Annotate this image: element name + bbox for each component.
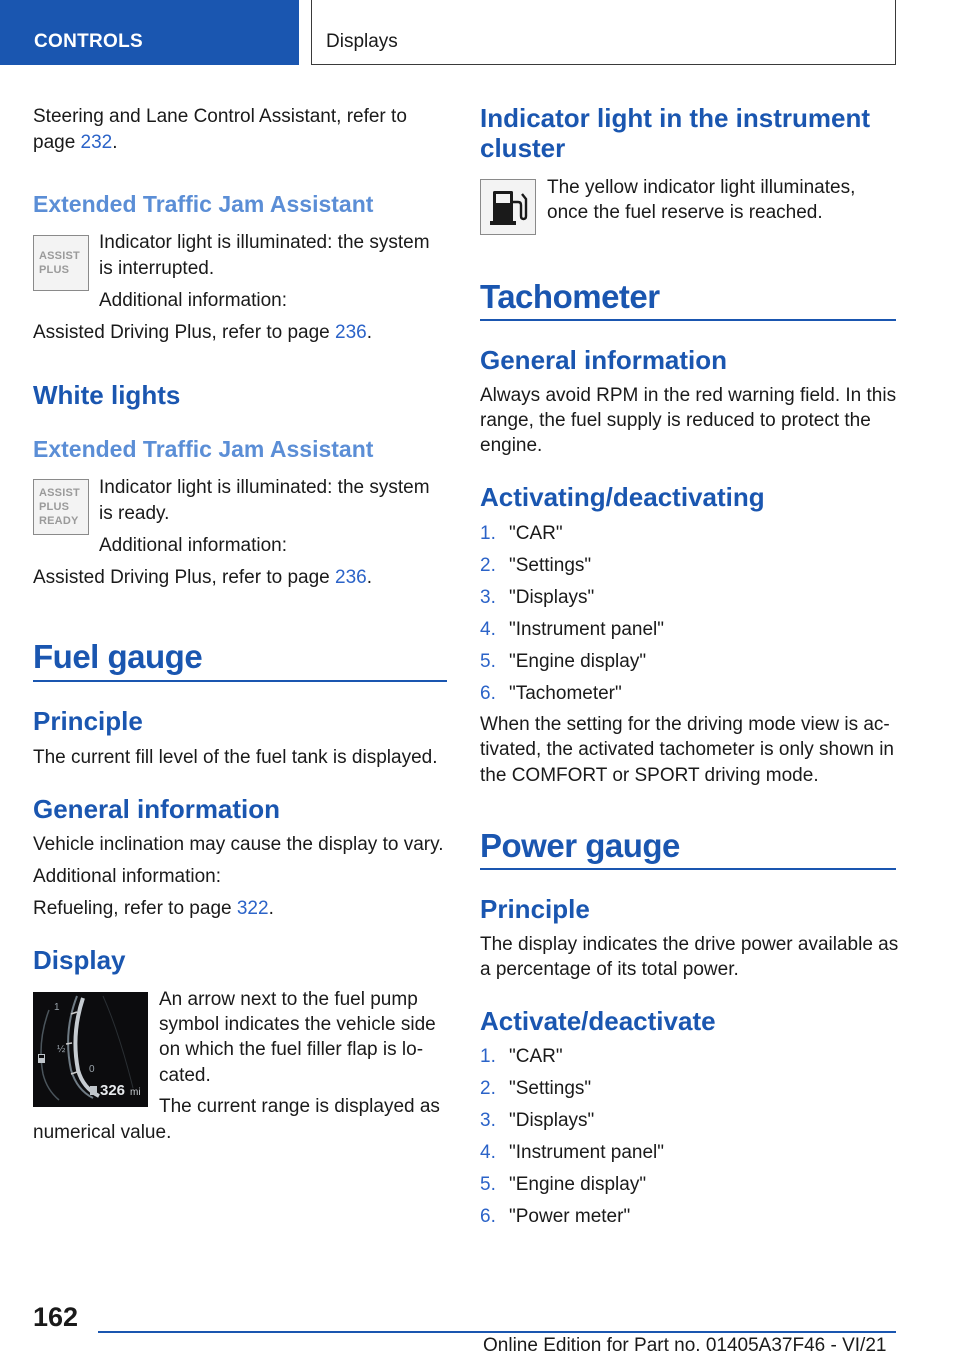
page-link-322[interactable]: 322 — [236, 898, 269, 919]
fuel-gauge-image — [33, 992, 148, 1107]
indicator-text-2: once the fuel reserve is reached. — [547, 202, 823, 223]
tachometer-rule — [480, 319, 896, 321]
page-link-236[interactable]: 236 — [335, 322, 367, 343]
heading-white-lights: White lights — [33, 380, 181, 410]
footer-rule — [98, 1331, 896, 1333]
heading-indicator-light-2: cluster — [480, 133, 566, 163]
assist-plus-icon: ASSIST PLUS — [33, 235, 89, 291]
heading-indicator-light-1: Indicator light in the instrument — [480, 103, 870, 133]
intro-line-1: Steering and Lane Control Assistant, refer to — [33, 106, 407, 127]
heading-general-info: General information — [33, 794, 281, 824]
tach-note-1: When the setting for the driving mode view is ac- — [480, 714, 890, 735]
chapter-tab-displays — [311, 0, 896, 65]
indicator-text-1: The yellow indicator light illuminates, — [547, 177, 856, 198]
fuel-gauge-rule — [33, 680, 447, 682]
etja2-additional: Additional information: — [99, 535, 287, 556]
power-step: 3. "Displays" — [480, 1110, 595, 1131]
tach-note-3: the COMFORT or SPORT driving mode. — [480, 765, 819, 786]
etja1-ref: Assisted Driving Plus, refer to page 236. — [33, 322, 373, 343]
power-step: 4. "Instrument panel" — [480, 1142, 665, 1163]
etja2-text-1: Indicator light is illuminated: the system — [99, 477, 430, 498]
power-step: 6. "Power meter" — [480, 1206, 631, 1227]
power-step: 2. "Settings" — [480, 1078, 592, 1099]
footer-edition: Online Edition for Part no. 01405A37F46 - VI/21 — [483, 1335, 887, 1356]
section-tab-controls — [0, 0, 299, 65]
display-text-5: The current range is displayed as — [159, 1096, 440, 1117]
page-number: 162 — [33, 1302, 79, 1332]
power-step: 1. "CAR" — [480, 1046, 563, 1067]
heading-power-principle: Principle — [480, 894, 590, 924]
heading-fuel-gauge: Fuel gauge — [33, 638, 203, 675]
tach-step: 2. "Settings" — [480, 555, 592, 576]
tach-step: 4. "Instrument panel" — [480, 619, 665, 640]
assist-plus-ready-icon: ASSIST PLUS READY — [33, 479, 89, 535]
page-link-232[interactable]: 232 — [80, 132, 113, 153]
gauge-range-value: 326 — [100, 1082, 126, 1099]
heading-tachometer: Tachometer — [480, 278, 660, 315]
general-text: Vehicle inclination may cause the display to vary. — [33, 834, 444, 855]
power-gauge-rule — [480, 868, 896, 870]
display-text-2: symbol indicates the vehicle side — [159, 1014, 436, 1035]
gauge-mark-1: 1 — [54, 1002, 60, 1013]
fuel-pump-icon — [480, 179, 536, 235]
tach-step: 5. "Engine display" — [480, 651, 647, 672]
tach-note-2: tivated, the activated tachometer is only shown in — [480, 739, 895, 760]
etja2-text-2: is ready. — [99, 503, 170, 524]
tach-general-2: range, the fuel supply is reduced to protect the — [480, 410, 871, 431]
gauge-mark-0: 0 — [89, 1064, 95, 1075]
page-link-236-b[interactable]: 236 — [335, 567, 367, 588]
heading-tach-general: General information — [480, 345, 728, 375]
heading-activate: Activate/deactivate — [480, 1006, 716, 1036]
principle-text: The current fill level of the fuel tank is displayed. — [33, 747, 438, 768]
tach-general-3: engine. — [480, 435, 543, 456]
etja2-ref: Assisted Driving Plus, refer to page 236. — [33, 567, 373, 588]
etja1-text-1: Indicator light is illuminated: the system — [99, 232, 430, 253]
heading-etja-2: Extended Traffic Jam Assistant — [33, 436, 374, 462]
power-step: 5. "Engine display" — [480, 1174, 647, 1195]
refuel-ref: Refueling, refer to page 322. — [33, 898, 274, 919]
tach-step: 3. "Displays" — [480, 587, 595, 608]
heading-activating: Activating/deactivating — [480, 482, 765, 512]
heading-power-gauge: Power gauge — [480, 827, 680, 864]
display-text-1: An arrow next to the fuel pump — [159, 989, 418, 1010]
power-principle-1: The display indicates the drive power available as — [480, 934, 899, 955]
display-text-4: cated. — [159, 1065, 211, 1086]
display-text-6: numerical value. — [33, 1122, 172, 1143]
tach-general-1: Always avoid RPM in the red warning field. In this — [480, 385, 897, 406]
section-label: CONTROLS — [34, 31, 144, 52]
power-principle-2: a percentage of its total power. — [480, 959, 739, 980]
tach-step: 6. "Tachometer" — [480, 683, 622, 704]
etja1-text-2: is interrupted. — [99, 258, 215, 279]
display-text-3: on which the fuel filler flap is lo- — [159, 1039, 424, 1060]
heading-etja-1: Extended Traffic Jam Assistant — [33, 191, 374, 217]
heading-display: Display — [33, 945, 126, 975]
gauge-range-unit: mi — [130, 1087, 141, 1098]
general-additional: Additional information: — [33, 866, 221, 887]
chapter-label: Displays — [326, 31, 398, 52]
intro-line-2: page 232. — [33, 132, 118, 153]
etja1-additional: Additional information: — [99, 290, 287, 311]
gauge-mark-half: ½ — [57, 1044, 66, 1055]
tach-step: 1. "CAR" — [480, 523, 563, 544]
heading-principle: Principle — [33, 706, 143, 736]
